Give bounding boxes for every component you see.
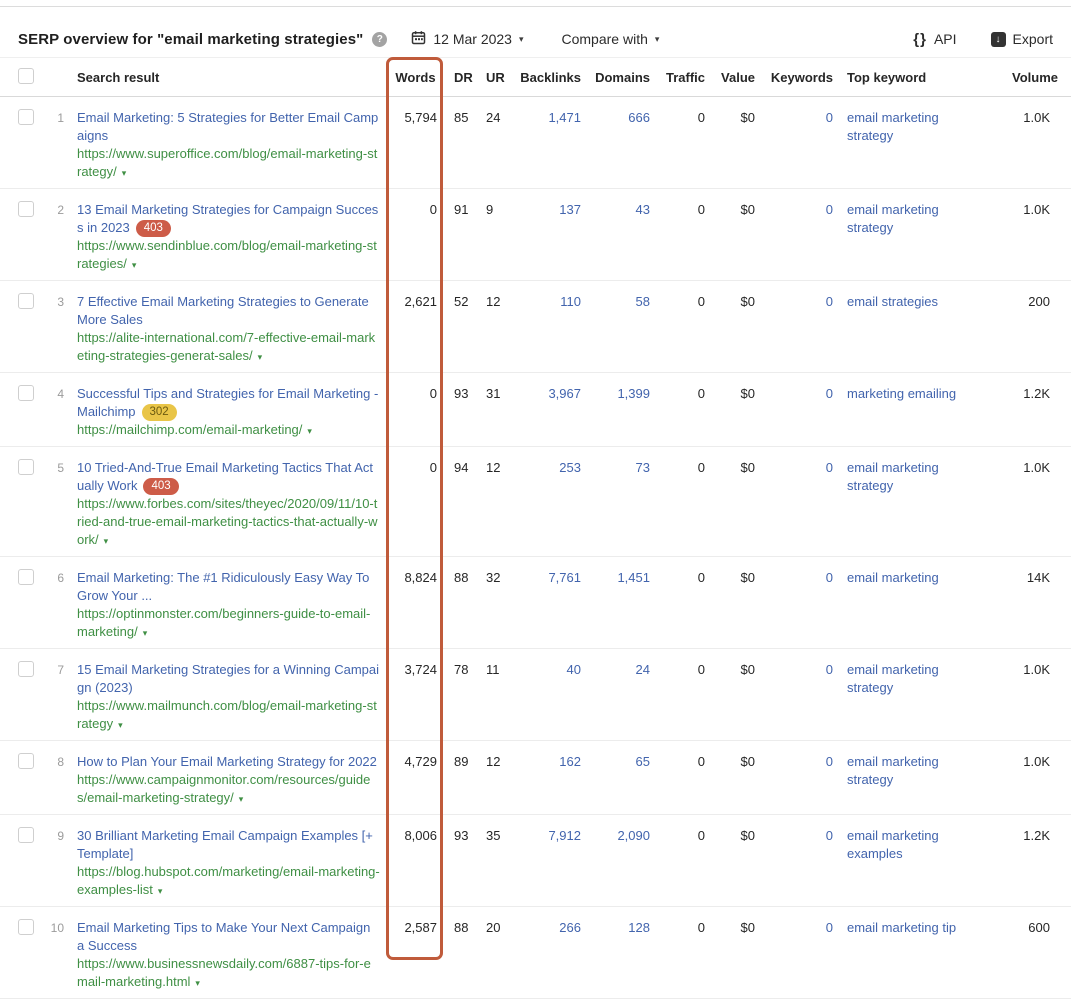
rank-number: 5 xyxy=(38,447,68,557)
column-header-volume: Volume xyxy=(1011,58,1071,97)
domains-link[interactable]: 1,399 xyxy=(617,386,650,401)
result-url-link[interactable]: https://www.businessnewsdaily.com/6887-tips-for-email-marketing.html xyxy=(77,956,371,989)
column-header-traffic: Traffic xyxy=(654,58,709,97)
ur-cell: 9 xyxy=(482,189,518,281)
traffic-cell: 0 xyxy=(654,907,709,999)
rank-number: 4 xyxy=(38,373,68,447)
volume-cell: 1.2K xyxy=(1011,815,1071,907)
backlinks-cell xyxy=(518,907,585,999)
toolbar xyxy=(0,0,1071,57)
traffic-cell: 0 xyxy=(654,189,709,281)
url-dropdown-caret[interactable]: ▾ xyxy=(307,426,312,436)
ur-cell: 31 xyxy=(482,373,518,447)
search-result-cell xyxy=(68,373,386,447)
url-dropdown-caret[interactable]: ▾ xyxy=(238,794,244,804)
rank-number: 9 xyxy=(38,815,68,907)
table-row xyxy=(0,907,1071,999)
traffic-cell: 0 xyxy=(654,97,709,189)
domains-link[interactable]: 666 xyxy=(628,110,650,125)
dr-cell: 85 xyxy=(444,97,482,189)
domains-link[interactable]: 128 xyxy=(628,920,650,935)
download-icon: ↓ xyxy=(991,32,1006,47)
keywords-cell xyxy=(759,557,837,649)
column-header-words: Words xyxy=(386,58,444,97)
chevron-down-icon: ▾ xyxy=(518,33,524,44)
domains-cell xyxy=(585,373,654,447)
result-url-link[interactable]: https://optinmonster.com/beginners-guide-to-email-marketing/ xyxy=(77,606,371,639)
help-icon[interactable]: ? xyxy=(372,32,387,47)
url-dropdown-caret[interactable]: ▾ xyxy=(157,886,163,896)
domains-link[interactable]: 65 xyxy=(635,754,650,769)
ur-cell: 32 xyxy=(482,557,518,649)
backlinks-link[interactable]: 1,471 xyxy=(548,110,581,125)
domains-link[interactable]: 24 xyxy=(635,662,650,677)
words-cell: 2,621 xyxy=(386,281,444,373)
traffic-cell: 0 xyxy=(654,281,709,373)
table-row xyxy=(0,447,1071,557)
dr-cell: 88 xyxy=(444,557,482,649)
volume-cell: 1.2K xyxy=(1011,373,1071,447)
result-url-link[interactable]: https://www.superoffice.com/blog/email-marketing-strategy/ xyxy=(77,146,378,179)
column-header-keywords: Keywords xyxy=(759,58,837,97)
volume-cell: 14K xyxy=(1011,557,1071,649)
table-row xyxy=(0,741,1071,815)
dr-cell: 88 xyxy=(444,907,482,999)
backlinks-cell xyxy=(518,649,585,741)
domains-cell xyxy=(585,557,654,649)
table-row xyxy=(0,373,1071,447)
domains-link[interactable]: 73 xyxy=(635,460,650,475)
url-dropdown-caret[interactable]: ▾ xyxy=(257,352,263,362)
rank-number: 6 xyxy=(38,557,68,649)
backlinks-cell xyxy=(518,189,585,281)
keywords-link[interactable]: 0 xyxy=(825,110,833,125)
backlinks-link[interactable]: 253 xyxy=(559,460,581,475)
table-row xyxy=(0,189,1071,281)
dr-cell: 93 xyxy=(444,373,482,447)
keywords-cell xyxy=(759,907,837,999)
rank-number: 3 xyxy=(38,281,68,373)
api-label: API xyxy=(933,31,957,47)
ur-cell: 12 xyxy=(482,741,518,815)
domains-cell xyxy=(585,189,654,281)
keywords-cell xyxy=(759,373,837,447)
row-checkbox[interactable] xyxy=(18,459,34,475)
result-title-link[interactable]: 15 Email Marketing Strategies for a Winning Campaign (2023) xyxy=(77,662,380,695)
keywords-cell xyxy=(759,447,837,557)
date-picker-button[interactable] xyxy=(411,30,523,48)
ur-cell: 12 xyxy=(482,281,518,373)
ur-cell: 12 xyxy=(482,447,518,557)
dr-cell: 93 xyxy=(444,815,482,907)
rank-column-header xyxy=(38,58,68,97)
url-dropdown-caret[interactable]: ▾ xyxy=(142,628,148,638)
backlinks-link[interactable]: 110 xyxy=(560,294,581,309)
search-result-cell xyxy=(68,281,386,373)
words-cell: 8,824 xyxy=(386,557,444,649)
domains-link[interactable]: 1,451 xyxy=(617,570,650,585)
url-dropdown-caret[interactable]: ▾ xyxy=(131,260,137,270)
ur-cell: 20 xyxy=(482,907,518,999)
domains-link[interactable]: 58 xyxy=(635,294,650,309)
top-keyword-link[interactable]: email marketing strategy xyxy=(847,460,939,493)
top-keyword-cell xyxy=(837,815,1011,907)
traffic-cell: 0 xyxy=(654,557,709,649)
result-title-link[interactable]: Email Marketing Tips to Make Your Next Campaign a Success xyxy=(77,920,371,953)
keywords-cell xyxy=(759,741,837,815)
url-dropdown-caret[interactable]: ▾ xyxy=(195,978,200,988)
search-result-cell xyxy=(68,189,386,281)
ur-cell: 11 xyxy=(482,649,518,741)
top-keyword-link[interactable]: email marketing strategy xyxy=(847,754,939,787)
domains-cell xyxy=(585,97,654,189)
code-braces-icon: {} xyxy=(913,30,927,48)
row-checkbox[interactable] xyxy=(18,201,34,217)
rank-number: 8 xyxy=(38,741,68,815)
value-cell: $0 xyxy=(709,907,759,999)
result-title-link[interactable]: Successful Tips and Strategies for Email Marketing - Mailchimp xyxy=(77,386,379,419)
table-row xyxy=(0,649,1071,741)
search-result-cell xyxy=(68,741,386,815)
top-keyword-link[interactable]: email strategies xyxy=(847,294,939,309)
table-row xyxy=(0,281,1071,373)
row-checkbox[interactable] xyxy=(18,919,34,935)
search-result-cell xyxy=(68,97,386,189)
column-header-dr: DR xyxy=(444,58,482,97)
words-cell: 0 xyxy=(386,373,444,447)
top-keyword-link[interactable]: email marketing strategy xyxy=(847,110,939,143)
panel-top-divider xyxy=(0,6,1071,7)
top-keyword-link[interactable]: email marketing strategy xyxy=(847,202,939,235)
row-checkbox[interactable] xyxy=(18,661,34,677)
result-url-link[interactable]: https://www.forbes.com/sites/theyec/2020/09/11/10-tried-and-true-email-marketing-tactics-that-actually-work/ xyxy=(77,496,378,547)
result-title-link[interactable]: 7 Effective Email Marketing Strategies to Generate More Sales xyxy=(77,294,369,327)
words-cell: 3,724 xyxy=(386,649,444,741)
words-cell: 8,006 xyxy=(386,815,444,907)
domains-cell xyxy=(585,447,654,557)
result-title-link[interactable]: Email Marketing: 5 Strategies for Better Email Campaigns xyxy=(77,110,379,143)
top-keyword-cell xyxy=(837,189,1011,281)
result-title-link[interactable]: 10 Tried-And-True Email Marketing Tactics That Actually Work xyxy=(77,460,373,493)
rank-number: 10 xyxy=(38,907,68,999)
search-result-cell xyxy=(68,649,386,741)
traffic-cell: 0 xyxy=(654,649,709,741)
keywords-link[interactable]: 0 xyxy=(825,662,833,677)
url-dropdown-caret[interactable]: ▾ xyxy=(103,536,109,546)
keywords-link[interactable]: 0 xyxy=(825,828,833,843)
select-all-checkbox[interactable] xyxy=(18,68,34,84)
keywords-link[interactable]: 0 xyxy=(825,920,833,935)
value-cell: $0 xyxy=(709,373,759,447)
domains-cell xyxy=(585,815,654,907)
backlinks-link[interactable]: 7,761 xyxy=(548,570,581,585)
result-url-link[interactable]: https://www.sendinblue.com/blog/email-marketing-strategies/ xyxy=(77,238,377,271)
top-keyword-cell xyxy=(837,907,1011,999)
backlinks-link[interactable]: 7,912 xyxy=(548,828,581,843)
domains-cell xyxy=(585,649,654,741)
export-label: Export xyxy=(1012,31,1053,47)
api-button[interactable] xyxy=(913,31,956,48)
result-url-link[interactable]: https://www.mailmunch.com/blog/email-marketing-strategy xyxy=(77,698,377,731)
top-keyword-cell xyxy=(837,97,1011,189)
volume-cell: 1.0K xyxy=(1011,189,1071,281)
keywords-link[interactable]: 0 xyxy=(825,570,833,585)
value-cell: $0 xyxy=(709,447,759,557)
table-row xyxy=(0,557,1071,649)
calendar-icon xyxy=(411,30,426,48)
traffic-cell: 0 xyxy=(654,741,709,815)
result-title-link[interactable]: 30 Brilliant Marketing Email Campaign Examples [+ Template] xyxy=(77,828,373,861)
result-url-link[interactable]: https://mailchimp.com/email-marketing/ xyxy=(77,422,303,437)
volume-cell: 1.0K xyxy=(1011,97,1071,189)
domains-link[interactable]: 43 xyxy=(635,202,650,217)
top-keyword-link[interactable]: email marketing xyxy=(847,570,939,585)
value-cell: $0 xyxy=(709,649,759,741)
result-title-link[interactable]: 13 Email Marketing Strategies for Campaign Success in 2023 xyxy=(77,202,379,235)
top-keyword-cell xyxy=(837,741,1011,815)
keywords-cell xyxy=(759,649,837,741)
chevron-down-icon: ▾ xyxy=(654,33,660,44)
result-url-link[interactable]: https://alite-international.com/7-effective-email-marketing-strategies-generat-sales/ xyxy=(77,330,376,363)
column-header-top-keyword: Top keyword xyxy=(837,58,1011,97)
keywords-cell xyxy=(759,281,837,373)
top-keyword-cell xyxy=(837,447,1011,557)
dr-cell: 52 xyxy=(444,281,482,373)
status-badge: 403 xyxy=(136,220,171,237)
search-result-cell xyxy=(68,907,386,999)
search-result-cell xyxy=(68,557,386,649)
backlinks-link[interactable]: 40 xyxy=(566,662,581,677)
page-title: SERP overview for "email marketing strategies" xyxy=(18,30,364,48)
ur-cell: 24 xyxy=(482,97,518,189)
value-cell: $0 xyxy=(709,557,759,649)
backlinks-cell xyxy=(518,373,585,447)
top-keyword-link[interactable]: email marketing tip xyxy=(847,920,957,935)
row-checkbox[interactable] xyxy=(18,753,34,769)
column-header-backlinks: Backlinks xyxy=(518,58,585,97)
top-keyword-cell xyxy=(837,281,1011,373)
words-cell: 5,794 xyxy=(386,97,444,189)
date-label: 12 Mar 2023 xyxy=(433,31,512,47)
search-result-cell xyxy=(68,815,386,907)
compare-with-label: Compare with xyxy=(561,31,648,47)
column-header-search-result: Search result xyxy=(68,58,386,97)
traffic-cell: 0 xyxy=(654,447,709,557)
result-url-link[interactable]: https://blog.hubspot.com/marketing/email-marketing-examples-list xyxy=(77,864,380,897)
words-cell: 4,729 xyxy=(386,741,444,815)
volume-cell: 200 xyxy=(1011,281,1071,373)
words-cell: 2,587 xyxy=(386,907,444,999)
volume-cell: 1.0K xyxy=(1011,447,1071,557)
column-header-ur: UR xyxy=(482,58,518,97)
value-cell: $0 xyxy=(709,741,759,815)
row-checkbox[interactable] xyxy=(18,385,34,401)
domains-cell xyxy=(585,281,654,373)
domains-link[interactable]: 2,090 xyxy=(617,828,650,843)
result-title-link[interactable]: How to Plan Your Email Marketing Strategy for 2022 xyxy=(77,754,377,769)
row-checkbox[interactable] xyxy=(18,569,34,585)
dr-cell: 91 xyxy=(444,189,482,281)
url-dropdown-caret[interactable]: ▾ xyxy=(118,720,123,730)
backlinks-cell xyxy=(518,281,585,373)
volume-cell: 600 xyxy=(1011,907,1071,999)
backlinks-cell xyxy=(518,815,585,907)
url-dropdown-caret[interactable]: ▾ xyxy=(121,168,127,178)
value-cell: $0 xyxy=(709,815,759,907)
domains-cell xyxy=(585,741,654,815)
traffic-cell: 0 xyxy=(654,373,709,447)
keywords-link[interactable]: 0 xyxy=(825,460,833,475)
words-cell: 0 xyxy=(386,447,444,557)
top-keyword-cell xyxy=(837,373,1011,447)
column-header-domains: Domains xyxy=(585,58,654,97)
result-title-link[interactable]: Email Marketing: The #1 Ridiculously Easy Way To Grow Your ... xyxy=(77,570,370,603)
table-row xyxy=(0,97,1071,189)
dr-cell: 94 xyxy=(444,447,482,557)
table-row xyxy=(0,815,1071,907)
column-header-value: Value xyxy=(709,58,759,97)
volume-cell: 1.0K xyxy=(1011,649,1071,741)
backlinks-cell xyxy=(518,97,585,189)
serp-results-table xyxy=(0,57,1071,999)
rank-number: 7 xyxy=(38,649,68,741)
row-checkbox[interactable] xyxy=(18,293,34,309)
backlinks-cell xyxy=(518,447,585,557)
row-checkbox[interactable] xyxy=(18,109,34,125)
row-checkbox[interactable] xyxy=(18,827,34,843)
backlinks-link[interactable]: 162 xyxy=(559,754,581,769)
search-result-cell xyxy=(68,447,386,557)
value-cell: $0 xyxy=(709,97,759,189)
keywords-link[interactable]: 0 xyxy=(825,294,833,309)
top-keyword-cell xyxy=(837,649,1011,741)
result-url-link[interactable]: https://www.campaignmonitor.com/resources/guides/email-marketing-strategy/ xyxy=(77,772,371,805)
keywords-cell xyxy=(759,815,837,907)
table-header-row xyxy=(0,58,1071,97)
rank-number: 1 xyxy=(38,97,68,189)
backlinks-cell xyxy=(518,557,585,649)
keywords-link[interactable]: 0 xyxy=(825,386,833,401)
volume-cell: 1.0K xyxy=(1011,741,1071,815)
words-cell: 0 xyxy=(386,189,444,281)
keywords-cell xyxy=(759,189,837,281)
backlinks-link[interactable]: 266 xyxy=(559,920,581,935)
keywords-link[interactable]: 0 xyxy=(825,202,833,217)
keywords-cell xyxy=(759,97,837,189)
traffic-cell: 0 xyxy=(654,815,709,907)
rank-number: 2 xyxy=(38,189,68,281)
dr-cell: 89 xyxy=(444,741,482,815)
keywords-link[interactable]: 0 xyxy=(825,754,833,769)
backlinks-cell xyxy=(518,741,585,815)
dr-cell: 78 xyxy=(444,649,482,741)
top-keyword-link[interactable]: marketing emailing xyxy=(847,386,957,401)
top-keyword-link[interactable]: email marketing strategy xyxy=(847,662,939,695)
results-tbody xyxy=(0,97,1071,999)
ur-cell: 35 xyxy=(482,815,518,907)
value-cell: $0 xyxy=(709,281,759,373)
top-keyword-cell xyxy=(837,557,1011,649)
export-button[interactable] xyxy=(991,31,1053,47)
status-badge: 302 xyxy=(142,404,177,421)
backlinks-link[interactable]: 3,967 xyxy=(548,386,581,401)
compare-with-button[interactable] xyxy=(562,31,660,47)
backlinks-link[interactable]: 137 xyxy=(559,202,581,217)
status-badge: 403 xyxy=(143,478,178,495)
value-cell: $0 xyxy=(709,189,759,281)
domains-cell xyxy=(585,907,654,999)
top-keyword-link[interactable]: email marketing examples xyxy=(847,828,939,861)
